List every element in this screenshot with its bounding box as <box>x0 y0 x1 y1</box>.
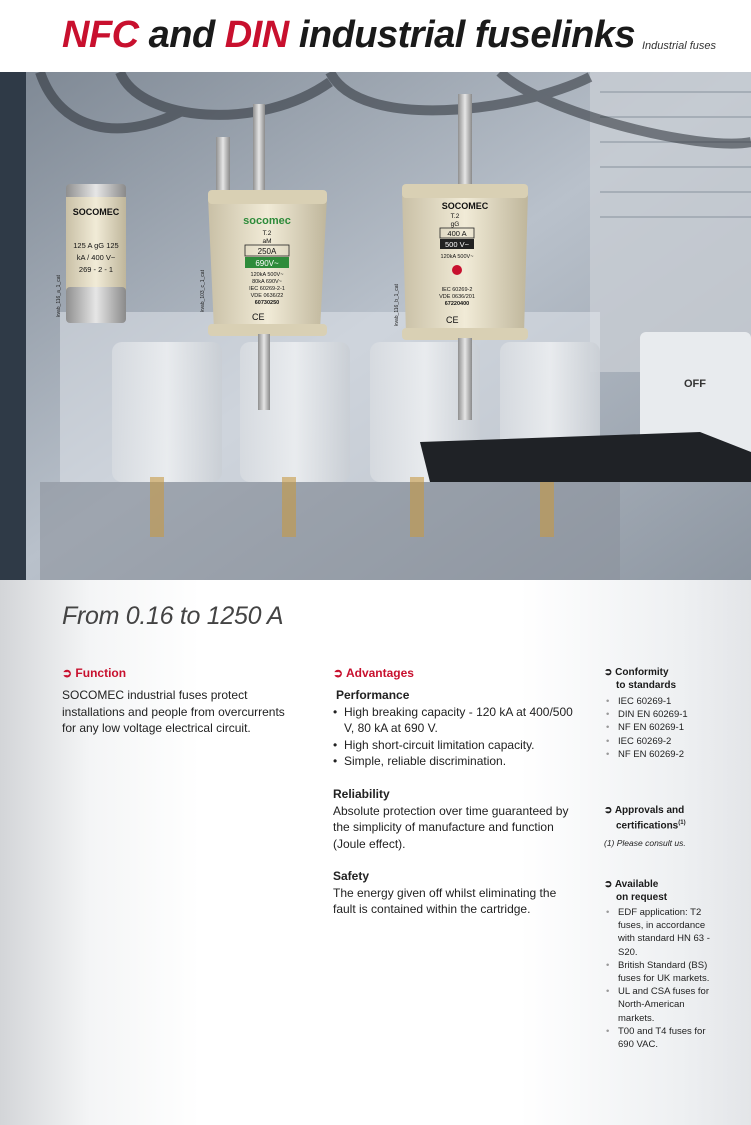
fuse2-spec3: IEC 60269-2-1 <box>249 286 285 292</box>
list-item: • UL and CSA fuses for North-American markets. <box>604 985 718 1025</box>
list-item: • DIN EN 60269-1 <box>604 708 744 721</box>
fuse2-code: kvab_103_c_1_cat <box>200 270 206 312</box>
list-item: • NF EN 60269-2 <box>604 748 744 761</box>
title-and: and <box>148 14 215 56</box>
list-item: • EDF application: T2 fuses, in accordance with standard HN 63 - S20. <box>604 906 718 959</box>
fuse3-spec2: IEC 60269-2 <box>441 287 473 293</box>
safety-title: Safety <box>333 869 370 883</box>
advantages-heading <box>333 666 414 680</box>
performance-block <box>333 687 575 770</box>
fuse2-spec4: VDE 0636/22 <box>250 293 284 299</box>
arrow-icon: ➲ <box>604 879 613 890</box>
title-din: DIN <box>224 14 289 56</box>
fuse3-size: T.2 <box>450 213 460 220</box>
title-rest: industrial fuselinks <box>298 14 636 56</box>
fuse3-ce-mark: CE <box>446 315 459 325</box>
safety-block <box>333 868 575 918</box>
subtitle-range: From 0.16 to 1250 A <box>62 602 284 630</box>
fuse2-spec2: 80kA 690V~ <box>252 279 282 285</box>
performance-list <box>333 704 575 770</box>
fuse2-voltage: 690V~ <box>255 259 279 268</box>
fuse2-size: T.2 <box>262 230 272 237</box>
list-item: • British Standard (BS) fuses for UK markets. <box>604 959 718 985</box>
fuse2-spec1: 120kA 500V~ <box>250 272 284 278</box>
approvals-heading-line2 <box>604 817 686 832</box>
fuse1-code: kvab_116_a_1_cat <box>56 275 62 317</box>
cabinet-frame-left <box>0 72 26 580</box>
footnote-marker: (1) <box>678 820 686 826</box>
conformity-heading <box>604 666 676 692</box>
switch-label: OFF <box>684 378 706 390</box>
fuse1-line1: 125 A gG 125 <box>73 241 119 250</box>
fuse2-rating: 250A <box>257 247 277 256</box>
available-heading <box>604 878 667 904</box>
fuse2-ce-mark: CE <box>252 312 265 322</box>
category-label: Industrial fuses <box>642 40 716 52</box>
approvals-note: (1) Please consult us. <box>604 838 686 848</box>
fuse2-class: aM <box>262 238 272 245</box>
reliability-block <box>333 786 575 852</box>
fuse3-spec3: VDE 0636/201 <box>439 294 475 300</box>
list-item: • High breaking capacity - 120 kA at 400/500 V, 80 kA at 690 V. <box>333 704 575 737</box>
fuse1-line2: kA / 400 V~ <box>76 253 116 262</box>
fuse-cylindrical <box>56 184 126 323</box>
fuse3-class: gG <box>450 221 460 228</box>
arrow-icon: ➲ <box>62 666 73 680</box>
fuse2-brand: socomec <box>243 215 291 227</box>
arrow-icon: ➲ <box>333 666 344 680</box>
function-heading <box>62 666 126 680</box>
fuse3-code: kvab_116_b_1_cat <box>394 284 400 326</box>
list-item: • High short-circuit limitation capacity. <box>333 737 575 754</box>
fuse3-rating: 400 A <box>447 229 467 238</box>
page-title <box>62 14 635 57</box>
reliability-text: Absolute protection over time guaranteed by the simplicity of manufacture and function (Joule effect). <box>333 803 569 851</box>
approvals-heading-line1: Approvals and <box>614 805 685 816</box>
available-heading-line2: on request <box>616 892 668 903</box>
arrow-icon: ➲ <box>604 667 613 678</box>
title-nfc: NFC <box>62 14 139 56</box>
fuse3-spec1: 120kA 500V~ <box>440 254 474 260</box>
fuse3-voltage: 500 V~ <box>445 240 469 249</box>
fuse1-brand: SOCOMEC <box>72 207 120 217</box>
page-header <box>0 0 751 72</box>
fuse1-line3: 269 - 2 - 1 <box>78 265 114 274</box>
function-text: SOCOMEC industrial fuses protect installations and people from overcurrents for any low voltage electrical circuit. <box>62 688 285 735</box>
reliability-title: Reliability <box>333 787 390 801</box>
list-item: • IEC 60269-1 <box>604 695 744 708</box>
arrow-icon: ➲ <box>604 805 613 816</box>
fuse2-ref: 60730250 <box>254 300 280 306</box>
conformity-list <box>604 695 744 761</box>
list-item: • NF EN 60269-1 <box>604 721 744 734</box>
list-item: • IEC 60269-2 <box>604 735 744 748</box>
busbar-area <box>40 482 620 580</box>
product-photo <box>0 72 751 580</box>
available-heading-line1: Available <box>614 879 659 890</box>
conformity-heading-line2: to standards <box>616 680 677 691</box>
fuse3-brand: SOCOMEC <box>441 201 489 211</box>
fuse3-indicator <box>452 265 462 275</box>
approvals-heading-line2-text: certifications <box>616 820 679 832</box>
safety-text: The energy given off whilst eliminating the fault is contained within the cartridge. <box>333 885 557 916</box>
available-list <box>604 906 718 1051</box>
fuse3-ref: 67220400 <box>444 301 470 307</box>
conformity-heading-line1: Conformity <box>615 667 669 678</box>
advantages-heading-label: Advantages <box>345 666 414 680</box>
approvals-heading <box>604 804 686 832</box>
list-item: • T00 and T4 fuses for 690 VAC. <box>604 1025 718 1051</box>
performance-title: Performance <box>336 688 410 702</box>
function-heading-label: Function <box>75 666 127 680</box>
list-item: • Simple, reliable discrimination. <box>333 753 575 770</box>
